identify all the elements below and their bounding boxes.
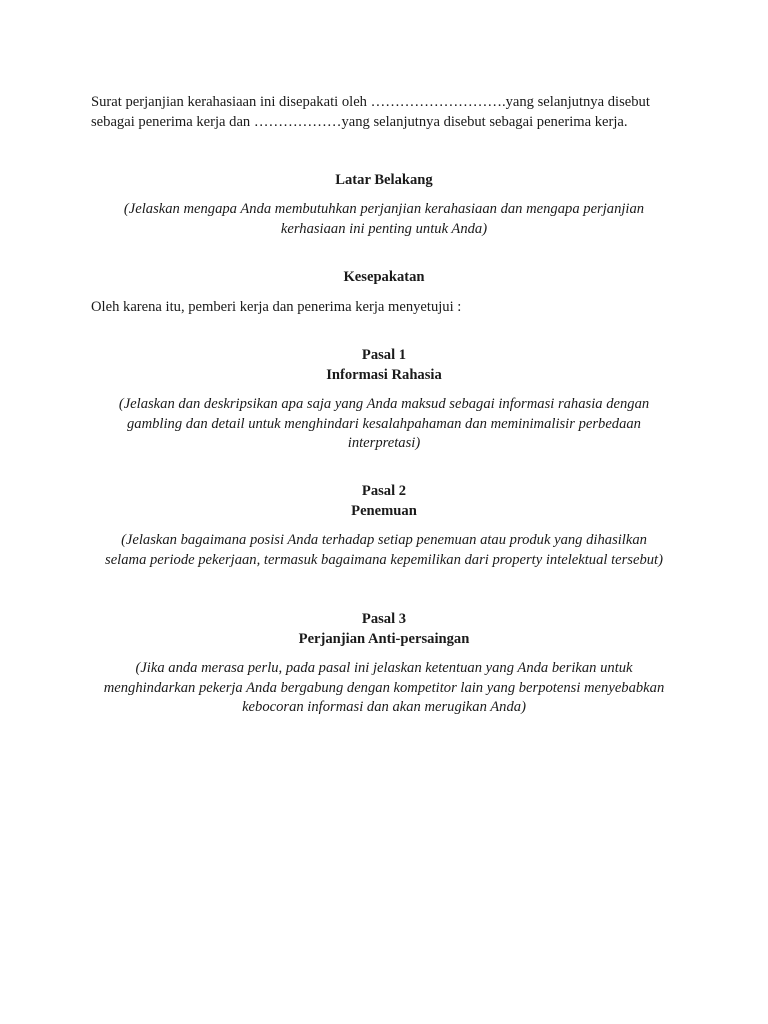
intro-line-2: sebagai penerima kerja dan ………………yang selanjutnya disebut sebagai penerima kerja. — [91, 113, 628, 130]
article-3-title: Perjanjian Anti-persaingan — [298, 630, 470, 647]
article-1-note-line-3: interpretasi) — [347, 435, 421, 451]
article-2-number: Pasal 2 — [361, 483, 407, 499]
background-note — [91, 200, 677, 239]
article-1-note-line-2: gambling dan detail untuk menghindari kesalahpahaman dan meminimalisir perbedaan — [127, 415, 641, 432]
article-2-note — [91, 531, 677, 570]
background-note-line-1: (Jelaskan mengapa Anda membutuhkan perjanjian kerahasiaan dan mengapa perjanjian — [123, 201, 645, 217]
article-2-title: Penemuan — [351, 502, 417, 519]
article-3-heading — [91, 610, 677, 649]
background-heading: Latar Belakang — [335, 172, 433, 188]
article-2-note-line-1: (Jelaskan bagaimana posisi Anda terhadap setiap penemuan atau produk yang dihasilkan — [121, 532, 647, 548]
article-3-note-line-1: (Jika anda merasa perlu, pada pasal ini jelaskan ketentuan yang Anda berikan untuk — [135, 660, 633, 676]
article-2-heading — [91, 482, 677, 521]
background-note-line-2: kerhasiaan ini penting untuk Anda) — [280, 220, 488, 237]
article-3-note-line-3: kebocoran informasi dan akan merugikan Anda) — [242, 699, 526, 715]
intro-paragraph — [91, 93, 677, 132]
article-3-note — [91, 659, 677, 718]
article-1-note — [91, 395, 677, 454]
article-3-note-line-2: menghindarkan pekerja Anda bergabung dengan kompetitor lain yang berpotensi menyebabkan — [103, 679, 665, 696]
article-1-title: Informasi Rahasia — [326, 366, 442, 383]
agreement-statement: Oleh karena itu, pemberi kerja dan penerima kerja menyetujui : — [91, 299, 462, 315]
article-3-number: Pasal 3 — [361, 611, 407, 627]
article-1-number: Pasal 1 — [361, 347, 407, 363]
article-1-heading — [91, 346, 677, 385]
agreement-heading: Kesepakatan — [343, 269, 425, 285]
article-2-note-line-2: selama periode pekerjaan, termasuk bagaimana kepemilikan dari property intelektual tersebut) — [105, 551, 663, 568]
intro-line-1: Surat perjanjian kerahasiaan ini disepakati oleh ……………………….yang selanjutnya disebut — [91, 94, 650, 110]
article-1-note-line-1: (Jelaskan dan deskripsikan apa saja yang Anda maksud sebagai informasi rahasia dengan — [118, 396, 650, 412]
